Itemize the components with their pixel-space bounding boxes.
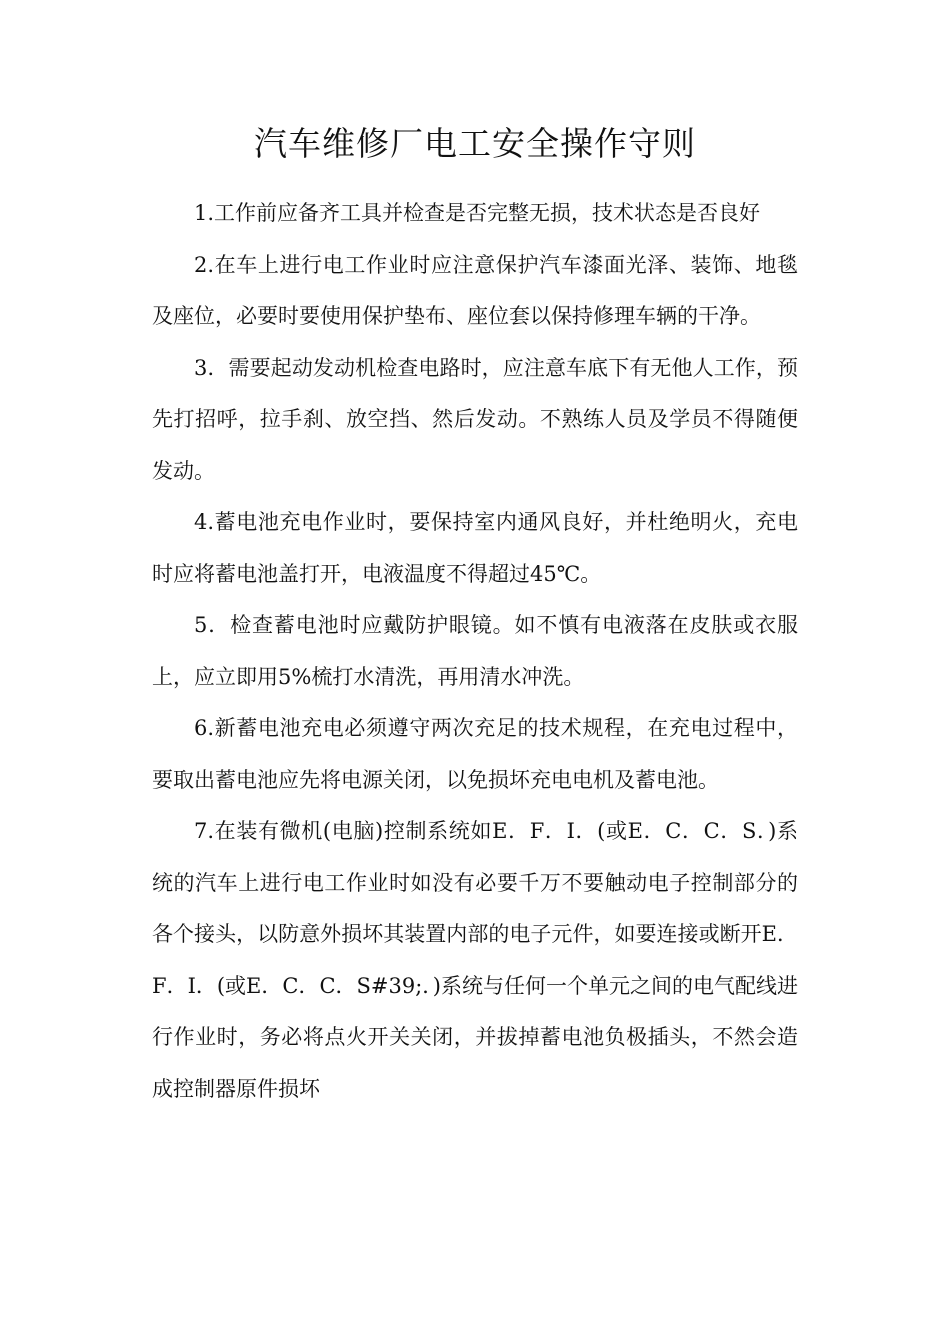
paragraph-2: 2.在车上进行电工作业时应注意保护汽车漆面光泽、装饰、地毯及座位，必要时要使用保护垫布、座位套以保持修理车辆的干净。 xyxy=(152,252,798,328)
paragraph-3: 3．需要起动发动机检查电路时，应注意车底下有无他人工作，预先打招呼，拉手刹、放空挡、然后发动。不熟练人员及学员不得随便发动。 xyxy=(152,355,798,483)
document-title: 汽车维修厂电工安全操作守则 xyxy=(254,124,696,163)
paragraph-7: 7.在装有微机(电脑)控制系统如E．F．I．(或E．C．C．S．)系统的汽车上进行电工作业时如没有必要千万不要触动电子控制部分的各个接头，以防意外损坏其装置内部的电子元件，如要连接或断开E．F．I．(或E．C．C．S#39;．)系统与任何一个单元之间的电气配线进行作业时，务必将点火开关关闭，并拔掉蓄电池负极插头，不然会造成控制器原件损坏 xyxy=(152,819,798,1101)
paragraph-5: 5．检查蓄电池时应戴防护眼镜。如不慎有电液落在皮肤或衣服上，应立即用5%梳打水清洗，再用清水冲洗。 xyxy=(152,613,798,689)
document-body xyxy=(152,188,798,1115)
paragraph-1: 1.工作前应备齐工具并检查是否完整无损，技术状态是否良好 xyxy=(194,201,761,225)
paragraph-6: 6.新蓄电池充电必须遵守两次充足的技术规程，在充电过程中，要取出蓄电池应先将电源关闭，以免损坏充电电机及蓄电池。 xyxy=(152,716,798,792)
paragraph-4: 4.蓄电池充电作业时，要保持室内通风良好，并杜绝明火，充电时应将蓄电池盖打开，电液温度不得超过45℃。 xyxy=(152,510,798,586)
